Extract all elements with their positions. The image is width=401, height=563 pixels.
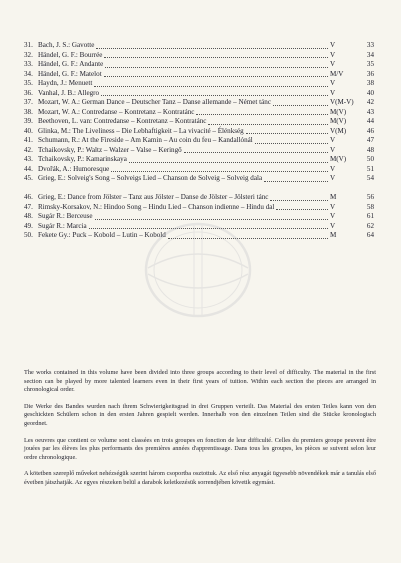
entry-title: Glinka, M.: The Liveliness – Die Lebhaftigkeit – La vivacité – Élénkség: [38, 126, 244, 135]
entry-number: 41.: [24, 136, 33, 144]
entry-page: 62: [366, 221, 374, 230]
dot-leader: [196, 114, 328, 115]
entry-title-cell: [38, 70, 330, 80]
entry-page: 43: [366, 107, 374, 116]
entry-title: Haydn, J.: Menuett: [38, 79, 93, 87]
entry-number: 47.: [24, 202, 33, 211]
entry-difficulty: M(V): [330, 155, 347, 163]
entry-difficulty: V: [330, 174, 336, 182]
entry-title: Schumann, R.: At the Fireside – Am Kamin – Au coin du feu – Kandallónál: [38, 136, 253, 144]
toc-entry: [24, 174, 374, 184]
entry-page: 56: [366, 193, 374, 201]
entry-title: Sugár R.: Berceuse: [38, 212, 93, 220]
entry-page: 33: [366, 41, 374, 49]
dot-leader: [273, 105, 328, 106]
toc-entry: [24, 89, 374, 99]
entry-number: 45.: [24, 174, 33, 182]
entry-title: Mozart, W. A.: German Dance – Deutscher Tanz – Danse allemande – Német tánc: [38, 98, 271, 106]
entry-number: 50.: [24, 231, 33, 239]
entry-difficulty: V: [330, 136, 336, 144]
dot-leader: [104, 76, 328, 77]
entry-number: 43.: [24, 155, 33, 163]
entry-number: 44.: [24, 164, 33, 173]
entry-difficulty: M(V): [330, 107, 347, 116]
entry-number: 46.: [24, 193, 33, 201]
dot-leader: [96, 48, 328, 49]
entry-page: 58: [366, 202, 374, 211]
entry-title: Vanhal, J. B.: Allegro: [38, 88, 100, 97]
entry-title: Fekete Gy.: Puck – Kobold – Lutin – Kobold: [38, 231, 166, 239]
dot-leader: [208, 124, 328, 125]
dot-leader: [255, 143, 328, 144]
entry-difficulty: M: [330, 231, 337, 239]
entry-number: 35.: [24, 79, 33, 87]
entry-title: Mozart, W. A.: Contredanse – Kontretanz – Kontratánc: [38, 107, 195, 116]
entry-page: 36: [366, 69, 374, 78]
entry-page: 48: [366, 145, 374, 154]
entry-difficulty: V: [330, 79, 336, 87]
dot-leader: [101, 95, 328, 96]
entry-title-cell: [38, 41, 330, 51]
entry-difficulty: V: [330, 145, 336, 154]
entry-number: 37.: [24, 98, 33, 106]
entry-number: 39.: [24, 117, 33, 125]
entry-page: 50: [366, 155, 374, 163]
dot-leader: [246, 133, 328, 134]
entry-title: Händel, G. F.: Bourrée: [38, 50, 103, 59]
entry-title-cell: [38, 155, 330, 165]
entry-number: 49.: [24, 221, 33, 230]
entry-page: 54: [366, 174, 374, 182]
toc-entry: [24, 98, 374, 108]
dot-leader: [270, 200, 328, 201]
toc-entry: [24, 165, 374, 175]
entry-title: Grieg, E.: Dance from Jölster – Tanz aus Jölster – Danse de Jölster – Jölsteri tánc: [38, 193, 269, 201]
entry-title-cell: [38, 193, 330, 203]
entry-page: 42: [366, 98, 374, 106]
entry-difficulty: M: [330, 193, 337, 201]
entry-number: 33.: [24, 60, 33, 68]
emb-logo-watermark: [134, 210, 262, 330]
entry-title: Händel, G. F.: Andante: [38, 60, 104, 68]
entry-page: 47: [366, 136, 374, 144]
entry-title: Rimsky-Korsakov, N.: Hindoo Song – Hindu Lied – Chanson indienne – Hindu dal: [38, 202, 275, 211]
entry-title-cell: [38, 136, 330, 146]
entry-title: Tchaikovsky, P.: Kamarinskaya: [38, 155, 127, 163]
entry-title-cell: [38, 108, 330, 118]
entry-title-cell: [38, 174, 330, 184]
dot-leader: [276, 209, 328, 210]
entry-number: 42.: [24, 145, 33, 154]
dot-leader: [105, 67, 328, 68]
entry-title: Sugár R.: Marcia: [38, 221, 87, 230]
entry-difficulty: V(M-V): [330, 98, 354, 106]
entry-page: 35: [366, 60, 374, 68]
entry-page: 61: [366, 212, 374, 220]
entry-title: Tchaikovsky, P.: Waltz – Walzer – Valse – Keringő: [38, 145, 182, 154]
entry-title-cell: [38, 146, 330, 156]
toc-entry: [24, 184, 374, 203]
entry-number: 34.: [24, 69, 33, 78]
dot-leader: [111, 171, 328, 172]
entry-title: Händel, G. F.: Matelot: [38, 69, 102, 78]
dot-leader: [184, 152, 328, 153]
entry-number: 48.: [24, 212, 33, 220]
entry-page: 44: [366, 117, 374, 125]
entry-difficulty: V: [330, 212, 336, 220]
entry-difficulty: M(V): [330, 117, 347, 125]
entry-number: 32.: [24, 50, 33, 59]
entry-title-cell: [38, 98, 330, 108]
entry-difficulty: V(M): [330, 126, 347, 135]
toc-entry: [24, 79, 374, 89]
entry-difficulty: V: [330, 41, 336, 49]
toc-entry: [24, 108, 374, 118]
entry-page: 38: [366, 79, 374, 87]
note-paragraph: Die Werke des Bandes wurden nach ihrem Schwierigkeitsgrad in drei Gruppen verteilt. Das Material des ersten Teiles kann von den geschickten Schülern schon in den ersten Jahren gespielt werden. Innerhalb von den einzelnen Teilen sind die Stücke kronologisch geordnet.: [24, 402, 376, 427]
entry-difficulty: V: [330, 50, 336, 59]
entry-title-cell: [38, 60, 330, 70]
entry-page: 64: [366, 231, 374, 239]
entry-title: Dvořák, A.: Humoresque: [38, 164, 110, 173]
toc-entry: [24, 155, 374, 165]
entry-difficulty: V: [330, 221, 336, 230]
entry-title-cell: [38, 89, 330, 99]
toc-entry: [24, 70, 374, 80]
entry-difficulty: M/V: [330, 69, 344, 78]
entry-difficulty: V: [330, 60, 336, 68]
entry-title-cell: [38, 79, 330, 89]
entry-title-cell: [38, 127, 330, 137]
dot-leader: [94, 86, 328, 87]
entry-number: 38.: [24, 107, 33, 116]
toc-entry: [24, 41, 374, 51]
entry-difficulty: V: [330, 202, 336, 211]
dot-leader: [129, 162, 328, 163]
entry-number: 36.: [24, 88, 33, 97]
toc-entry: [24, 136, 374, 146]
toc-entry: [24, 127, 374, 137]
entry-difficulty: V: [330, 164, 336, 173]
toc-entry: [24, 117, 374, 127]
note-paragraph: The works contained in this volume have been divided into three groups according to their level of difficulty. The material in the first section can be played by more talented learners even in their first years of tuition. Within each section the pieces are arranged in chronological order.: [24, 369, 376, 394]
entry-title: Grieg, E.: Solveig's Song – Solveigs Lied – Chanson de Solveig – Solveig dala: [38, 174, 263, 182]
toc-entry: [24, 51, 374, 61]
entry-page: 34: [366, 50, 374, 59]
entry-title: Bach, J. S.: Gavotte: [38, 41, 95, 49]
entry-number: 31.: [24, 41, 33, 49]
note-paragraph: Les oeuvres que contient ce volume sont classées en trois groupes en fonction de leur difficulté. Celles du premiers groupe peuvent être jouées par les élèves les plus performants des premières années d'apprentissage. Dans tous les groupes, les pièces se suivent selon leur ordre chronologique.: [24, 436, 376, 461]
note-paragraph: A kötetben szereplő műveket nehézségük szerint három csoportba osztottuk. Az első rész anyagát ügyesebb növendékek már a tanulás első éveiben játszhatják. Az egyes részeken belül a darabok keletkezésük sorrendjében követik egymást.: [24, 470, 376, 486]
entry-page: 40: [366, 88, 374, 97]
entry-title-cell: [38, 51, 330, 61]
dot-leader: [104, 57, 328, 58]
entry-title: Beethoven, L. van: Contredanse – Kontretanz – Kontratánc: [38, 117, 207, 125]
difficulty-notes: [24, 369, 376, 496]
entry-difficulty: V: [330, 88, 336, 97]
entry-number: 40.: [24, 126, 33, 135]
toc-entry: [24, 146, 374, 156]
entry-title-cell: [38, 165, 330, 175]
entry-title-cell: [38, 117, 330, 127]
entry-page: 46: [366, 126, 374, 135]
dot-leader: [264, 181, 328, 182]
toc-entry: [24, 60, 374, 70]
entry-page: 51: [366, 164, 374, 173]
